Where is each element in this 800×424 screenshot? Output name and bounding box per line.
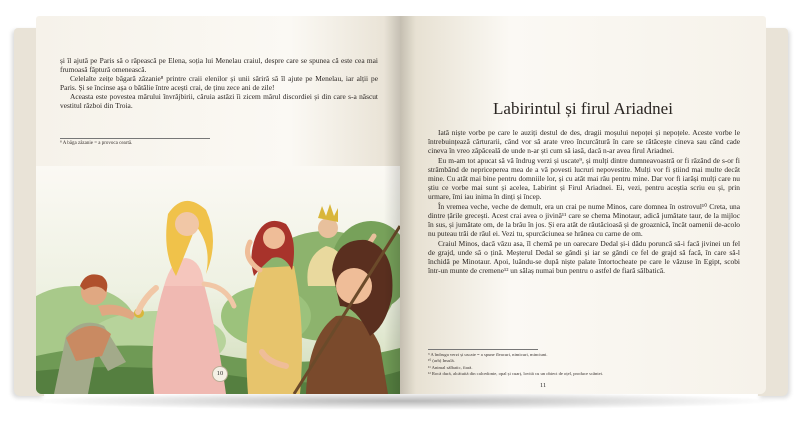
right-footnotes	[428, 349, 740, 378]
left-page-text	[60, 56, 378, 110]
page-number-left: 10	[212, 366, 228, 382]
left-footnote: ⁸ A băga zâzanie = a provoca ceartă.	[60, 138, 210, 146]
footnote: ¹² Rocă dură, alcătuită din calcedonie, opal și cuarț, lovită cu un obiect de oțel, produce scântei.	[428, 371, 604, 377]
footnote: ¹⁰ (arh) Insulă.	[428, 358, 455, 364]
right-page-text	[428, 128, 740, 276]
book-shadow	[22, 392, 782, 410]
right-paragraph: Eu m-am tot apucat să vă îndrug verzi și uscate⁹, și mulți dintre dumneavoastră or fi râzând de s-or fi strâmbând de nepriceperea mea de a vă povesti lucruri nepovestite. Mulți vor fi știind mai multe decât mine. Cu atât mai bine pentru domniile lor, și cu atât mai rău pentru mine. Dar vor fi iarăși mulți care nu știu ce vorbe mai sunt și acelea, Labirint și Firul Ariadnei. Ei, vezi, pentru aceștia scriu eu și, prin urmare, îmi iau inima în dinți și încep.	[428, 156, 740, 201]
right-paragraph: Craiul Minos, dacă văzu asa, îl chemă pe un oarecare Dedal și-i dădu poruncă să-i facă jivinei un fel de grajd, unde să o țină. Meșterul Dedal se gândi și iar se gândi ce fel de grajd să facă, în care să-l închidă pe Minotaur. Apoi, luându-se după niște palate întortocheate pe care le văzuse în Egipt, scobi într-un munte de cremene¹² un sălaș numai bun pentru o astfel de fiară sălbatică.	[428, 239, 740, 275]
left-page	[36, 16, 400, 394]
figure-red-haired-goddess	[247, 221, 303, 394]
footnote: ¹¹ Animal sălbatic, fiară.	[428, 364, 473, 370]
footnote-rule	[428, 349, 538, 350]
left-paragraph: Aceasta este povestea mărului învrăjbirii, căruia astăzi îi zicem mărul discordiei și din care s-a născut vestitul război din Troia.	[60, 92, 378, 110]
left-paragraph: Celelalte zeițe băgară zâzanie⁸ printre craii elenilor și unii săriră să îl ajute pe Menelau, iar alții pe Paris. Și se încinse așa o bătălie între acești crai, de ținu zece ani de zile!	[60, 74, 378, 92]
right-page	[400, 16, 766, 394]
right-paragraph: Iată niște vorbe pe care le auziți destul de des, dragii moșului nepoței și nepoțele. Aceste vorbe le întrebuințează cărturarii, când vor să arate vreo încurcătură în care se rătăcește cineva sau când cade cineva în vreo zăpăceală de unde n-ar ști cum să iasă, dacă n-ar avea firul Ariadnei.	[428, 128, 740, 155]
page-number-right: 11	[540, 382, 547, 389]
left-paragraph: și îl ajută pe Paris să o răpească pe Elena, soția lui Menelau craiul, despre care se spunea că este cea mai frumoasă făptură omenească.	[60, 56, 378, 74]
illustration-judgement-of-paris	[36, 166, 400, 394]
footnote: ⁹ A îndruga verzi și uscate = a spune fleacuri, nimicuri, minciuni.	[428, 352, 548, 357]
right-paragraph: În vremea veche, veche de demult, era un crai pe nume Minos, care domnea în ostrovul¹⁰ Creta, una dintre țările grecești. Acest crai avea o jivină¹¹ care se chema Minotaur, adică jumătate taur, de la mijloc în sus, și jumătate om, de la brâu în jos. Și era atât de răutăcioasă și de groaznică, încât oamenii de-acolo nu puteau trăi de răul ei. Vezi tu, spurcăciunea se hrănea cu carne de om.	[428, 202, 740, 238]
chapter-title: Labirintul și firul Ariadnei	[493, 99, 673, 118]
